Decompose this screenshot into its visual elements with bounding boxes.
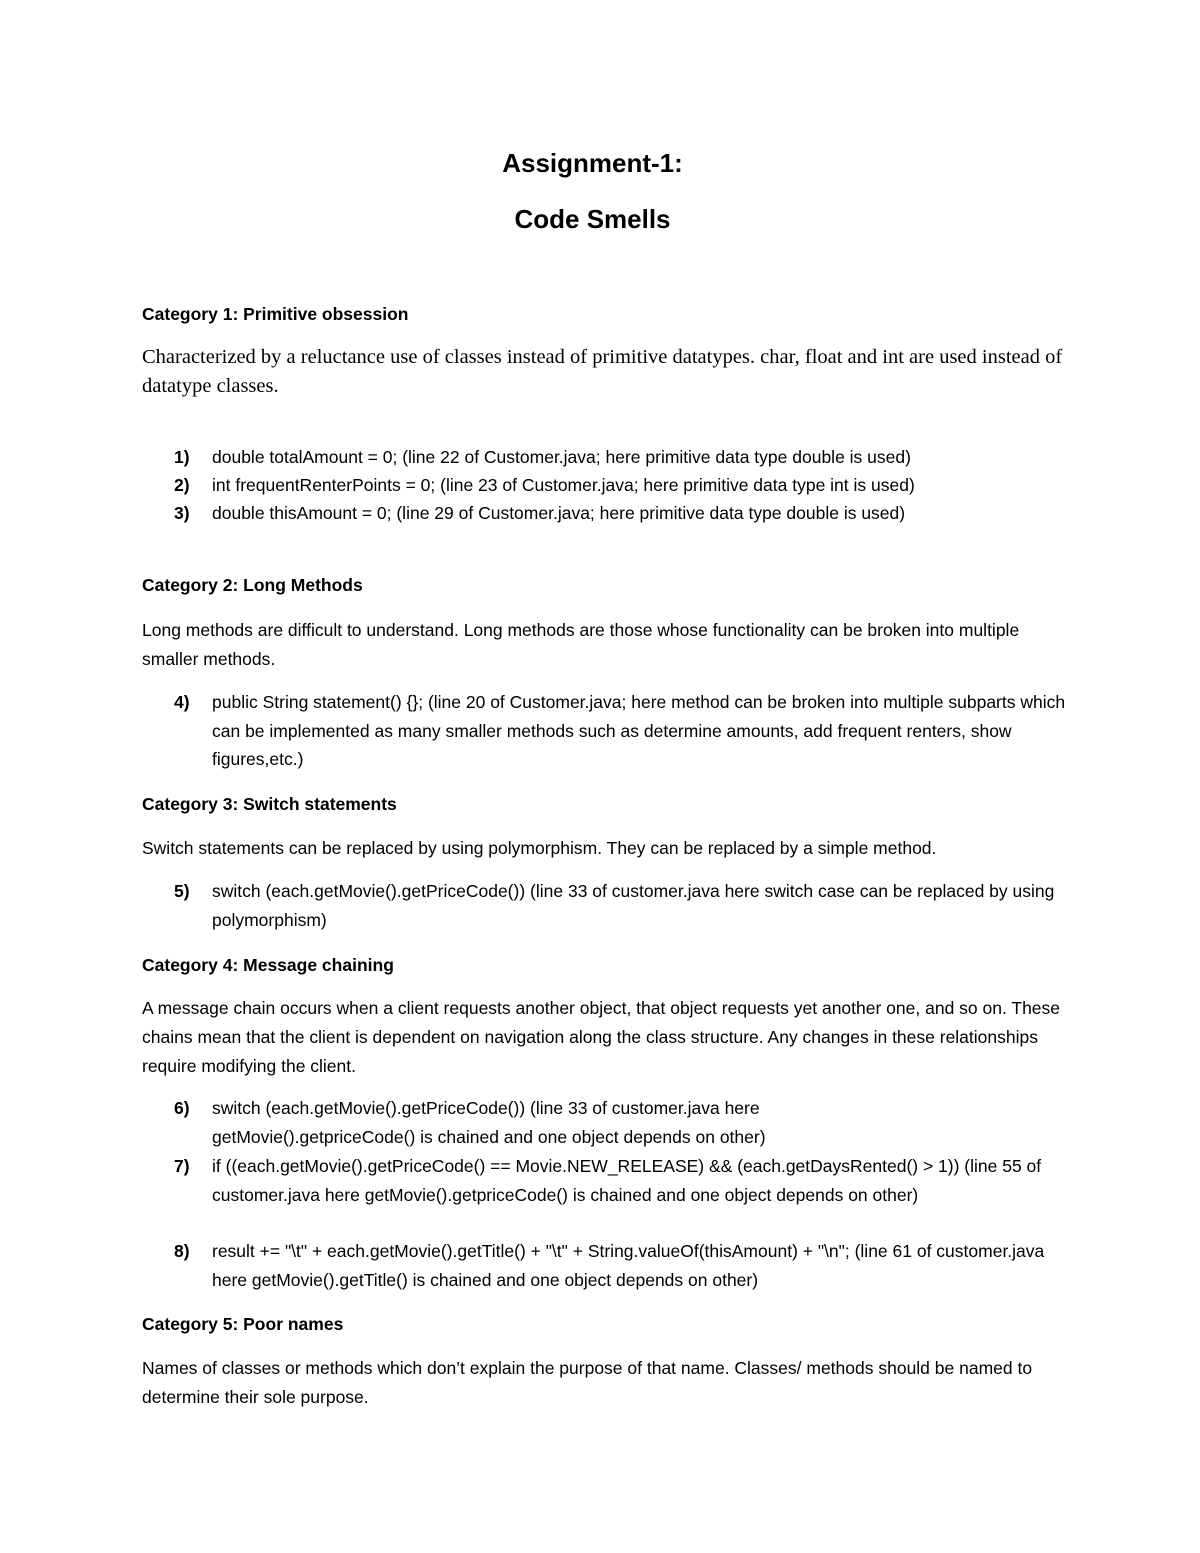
list-item [174, 499, 1074, 528]
list-item-text: if ((each.getMovie().getPriceCode() == Movie.NEW_RELEASE) && (each.getDaysRented() > 1)) (line 55 of customer.java here getMovie().getpriceCode() is chained and one object depends on other) [212, 1156, 1042, 1205]
section-description-message-chaining: A message chain occurs when a client requests another object, that object requests yet another one, and so on. These chains mean that the client is dependent on navigation along the class structure. Any changes in these relationships require modifying the client. [142, 998, 1061, 1076]
section-heading-message-chaining: Category 4: Message chaining [142, 955, 394, 975]
section-description-primitive-obsession: Characterized by a reluctance use of classes instead of primitive datatypes. char, float and int are used instead of datatype classes. [142, 346, 1063, 397]
list-item [174, 688, 1074, 774]
section-heading-switch-statements: Category 3: Switch statements [142, 794, 397, 814]
list-item-text: public String statement() {}; (line 20 of Customer.java; here method can be broken into multiple subparts which can be implemented as many smaller methods such as determine amounts, add frequent renters, show figures,etc.) [212, 692, 1066, 769]
list-item-text: result += "\t" + each.getMovie().getTitle() + "\t" + String.valueOf(thisAmount) + "\n"; (line 61 of customer.java here getMovie().getTitle() is chained and one object depends on other) [212, 1241, 1045, 1290]
section-heading-poor-names: Category 5: Poor names [142, 1314, 344, 1334]
document-title: Assignment-1: [502, 148, 683, 178]
list-item-text: double thisAmount = 0; (line 29 of Customer.java; here primitive data type double is used) [212, 503, 906, 523]
section-heading-long-methods: Category 2: Long Methods [142, 575, 363, 595]
list-item-text: switch (each.getMovie().getPriceCode()) (line 33 of customer.java here switch case can be replaced by using polymorphism) [212, 881, 1055, 930]
list-item [174, 1237, 1074, 1294]
list-item-number: 4) [174, 692, 190, 712]
list-item [174, 471, 1074, 500]
document-subtitle: Code Smells [514, 204, 671, 234]
section-description-poor-names: Names of classes or methods which don’t explain the purpose of that name. Classes/ methods should be named to determine their sole purpose. [142, 1358, 1033, 1407]
list-item-text: double totalAmount = 0; (line 22 of Customer.java; here primitive data type double is used) [212, 447, 911, 467]
list-item-number: 5) [174, 881, 190, 901]
list-item-text: switch (each.getMovie().getPriceCode()) (line 33 of customer.java here getMovie().getpriceCode() is chained and one object depends on other) [212, 1098, 766, 1147]
list-item [174, 1094, 1074, 1151]
list-item [174, 877, 1074, 934]
list-item-number: 2) [174, 475, 190, 495]
list-item-number: 7) [174, 1156, 190, 1176]
section-heading-primitive-obsession: Category 1: Primitive obsession [142, 304, 409, 324]
list-item-number: 1) [174, 447, 190, 467]
list-item [174, 1152, 1074, 1209]
list-item-number: 3) [174, 503, 190, 523]
list-item-text: int frequentRenterPoints = 0; (line 23 of Customer.java; here primitive data type int is used) [212, 475, 915, 495]
section-description-switch-statements: Switch statements can be replaced by using polymorphism. They can be replaced by a simple method. [142, 838, 937, 858]
list-item [174, 443, 1074, 472]
list-item-number: 8) [174, 1241, 190, 1261]
list-item-number: 6) [174, 1098, 190, 1118]
section-description-long-methods: Long methods are difficult to understand. Long methods are those whose functionality can be broken into multiple smaller methods. [142, 620, 1020, 669]
